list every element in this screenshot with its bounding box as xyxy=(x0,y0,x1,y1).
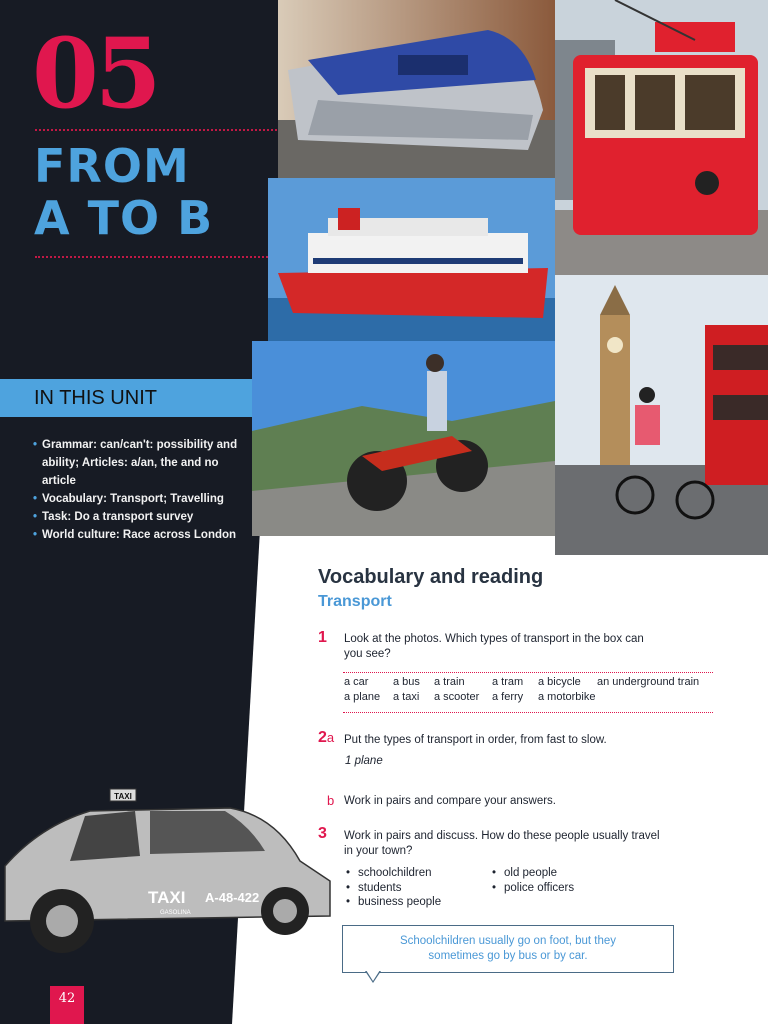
taxi-photo xyxy=(0,786,336,956)
word-ferry: a ferry xyxy=(492,691,524,703)
exercise-2b-instruction: Work in pairs and compare your answers. xyxy=(344,795,556,807)
people-police-officers: • police officers xyxy=(490,881,574,896)
in-this-unit-banner xyxy=(0,379,260,417)
motorbike-photo xyxy=(252,341,555,536)
word-bicycle: a bicycle xyxy=(538,676,581,688)
people-business-people: • business people xyxy=(344,895,441,910)
taxi-door-text: TAXI xyxy=(148,888,186,907)
speech-bubble-text xyxy=(355,934,661,964)
exercise-2-num: 2 xyxy=(318,729,327,746)
word-car: a car xyxy=(344,676,369,688)
exercise-3-line1: Work in pairs and discuss. How do these people usually travel xyxy=(344,830,660,842)
exercise-3-line2: in your town? xyxy=(344,845,413,857)
unit-item-grammar: • Grammar: can/can't: possibility and ability; Articles: a/an, the and no article xyxy=(33,436,243,490)
section-heading: Vocabulary and reading xyxy=(318,566,544,588)
speech-bubble-tail xyxy=(365,971,381,983)
unit-title-line1: FROM xyxy=(34,139,190,193)
exercise-2a-letter: a xyxy=(326,730,335,745)
people-students: • students xyxy=(344,881,441,896)
taxi-plate-number: A-48-422 xyxy=(205,890,260,905)
divider-bottom xyxy=(35,256,271,258)
people-schoolchildren: • schoolchildren xyxy=(344,866,441,881)
exercise-2a-instruction: Put the types of transport in order, from fast to slow. xyxy=(344,734,607,746)
word-bus: a bus xyxy=(393,676,420,688)
unit-item-task: • Task: Do a transport survey xyxy=(33,508,243,526)
exercise-3-number: 3 xyxy=(318,825,327,842)
word-taxi: a taxi xyxy=(393,691,420,703)
unit-title-line2: A TO B xyxy=(34,191,214,245)
unit-item-world-culture: • World culture: Race across London xyxy=(33,526,243,544)
exercise-2a-number xyxy=(318,729,334,747)
train-photo xyxy=(278,0,555,178)
transport-word-box xyxy=(343,672,713,713)
people-list-2 xyxy=(490,866,574,895)
exercise-2a-example: 1 plane xyxy=(345,755,383,767)
london-bicycle-photo xyxy=(555,275,768,555)
page-number: 42 xyxy=(50,986,84,1024)
speech-line1: Schoolchildren usually go on foot, but they xyxy=(399,935,617,947)
taxi-small-text: GASOLINA xyxy=(160,910,191,916)
exercise-1-instruction xyxy=(344,632,644,662)
exercise-1-number: 1 xyxy=(318,629,327,646)
unit-item-vocabulary: • Vocabulary: Transport; Travelling xyxy=(33,490,243,508)
tram-photo xyxy=(555,0,768,275)
word-plane: a plane xyxy=(344,691,381,703)
speech-line2: sometimes go by bus or by car. xyxy=(428,950,588,962)
exercise-1-line2: you see? xyxy=(344,648,391,660)
speech-bubble xyxy=(342,925,674,973)
ferry-photo xyxy=(268,178,555,341)
people-list-1 xyxy=(344,866,441,910)
in-this-unit-label: IN THIS UNIT xyxy=(34,387,157,409)
unit-contents-list xyxy=(33,436,243,544)
divider-top xyxy=(35,129,277,131)
people-old-people: • old people xyxy=(490,866,574,881)
unit-number: 05 xyxy=(32,17,158,130)
exercise-2b-letter: b xyxy=(327,793,335,808)
word-tram: a tram xyxy=(492,676,524,688)
taxi-roof-sign: TAXI xyxy=(114,792,132,801)
exercise-3-instruction xyxy=(344,829,660,859)
word-train: a train xyxy=(434,676,465,688)
unit-title xyxy=(34,140,213,244)
word-motorbike: a motorbike xyxy=(538,691,596,703)
word-scooter: a scooter xyxy=(434,691,480,703)
exercise-1-line1: Look at the photos. Which types of transport in the box can xyxy=(344,633,644,645)
section-subheading: Transport xyxy=(318,593,392,610)
word-underground-train: an underground train xyxy=(597,676,700,688)
